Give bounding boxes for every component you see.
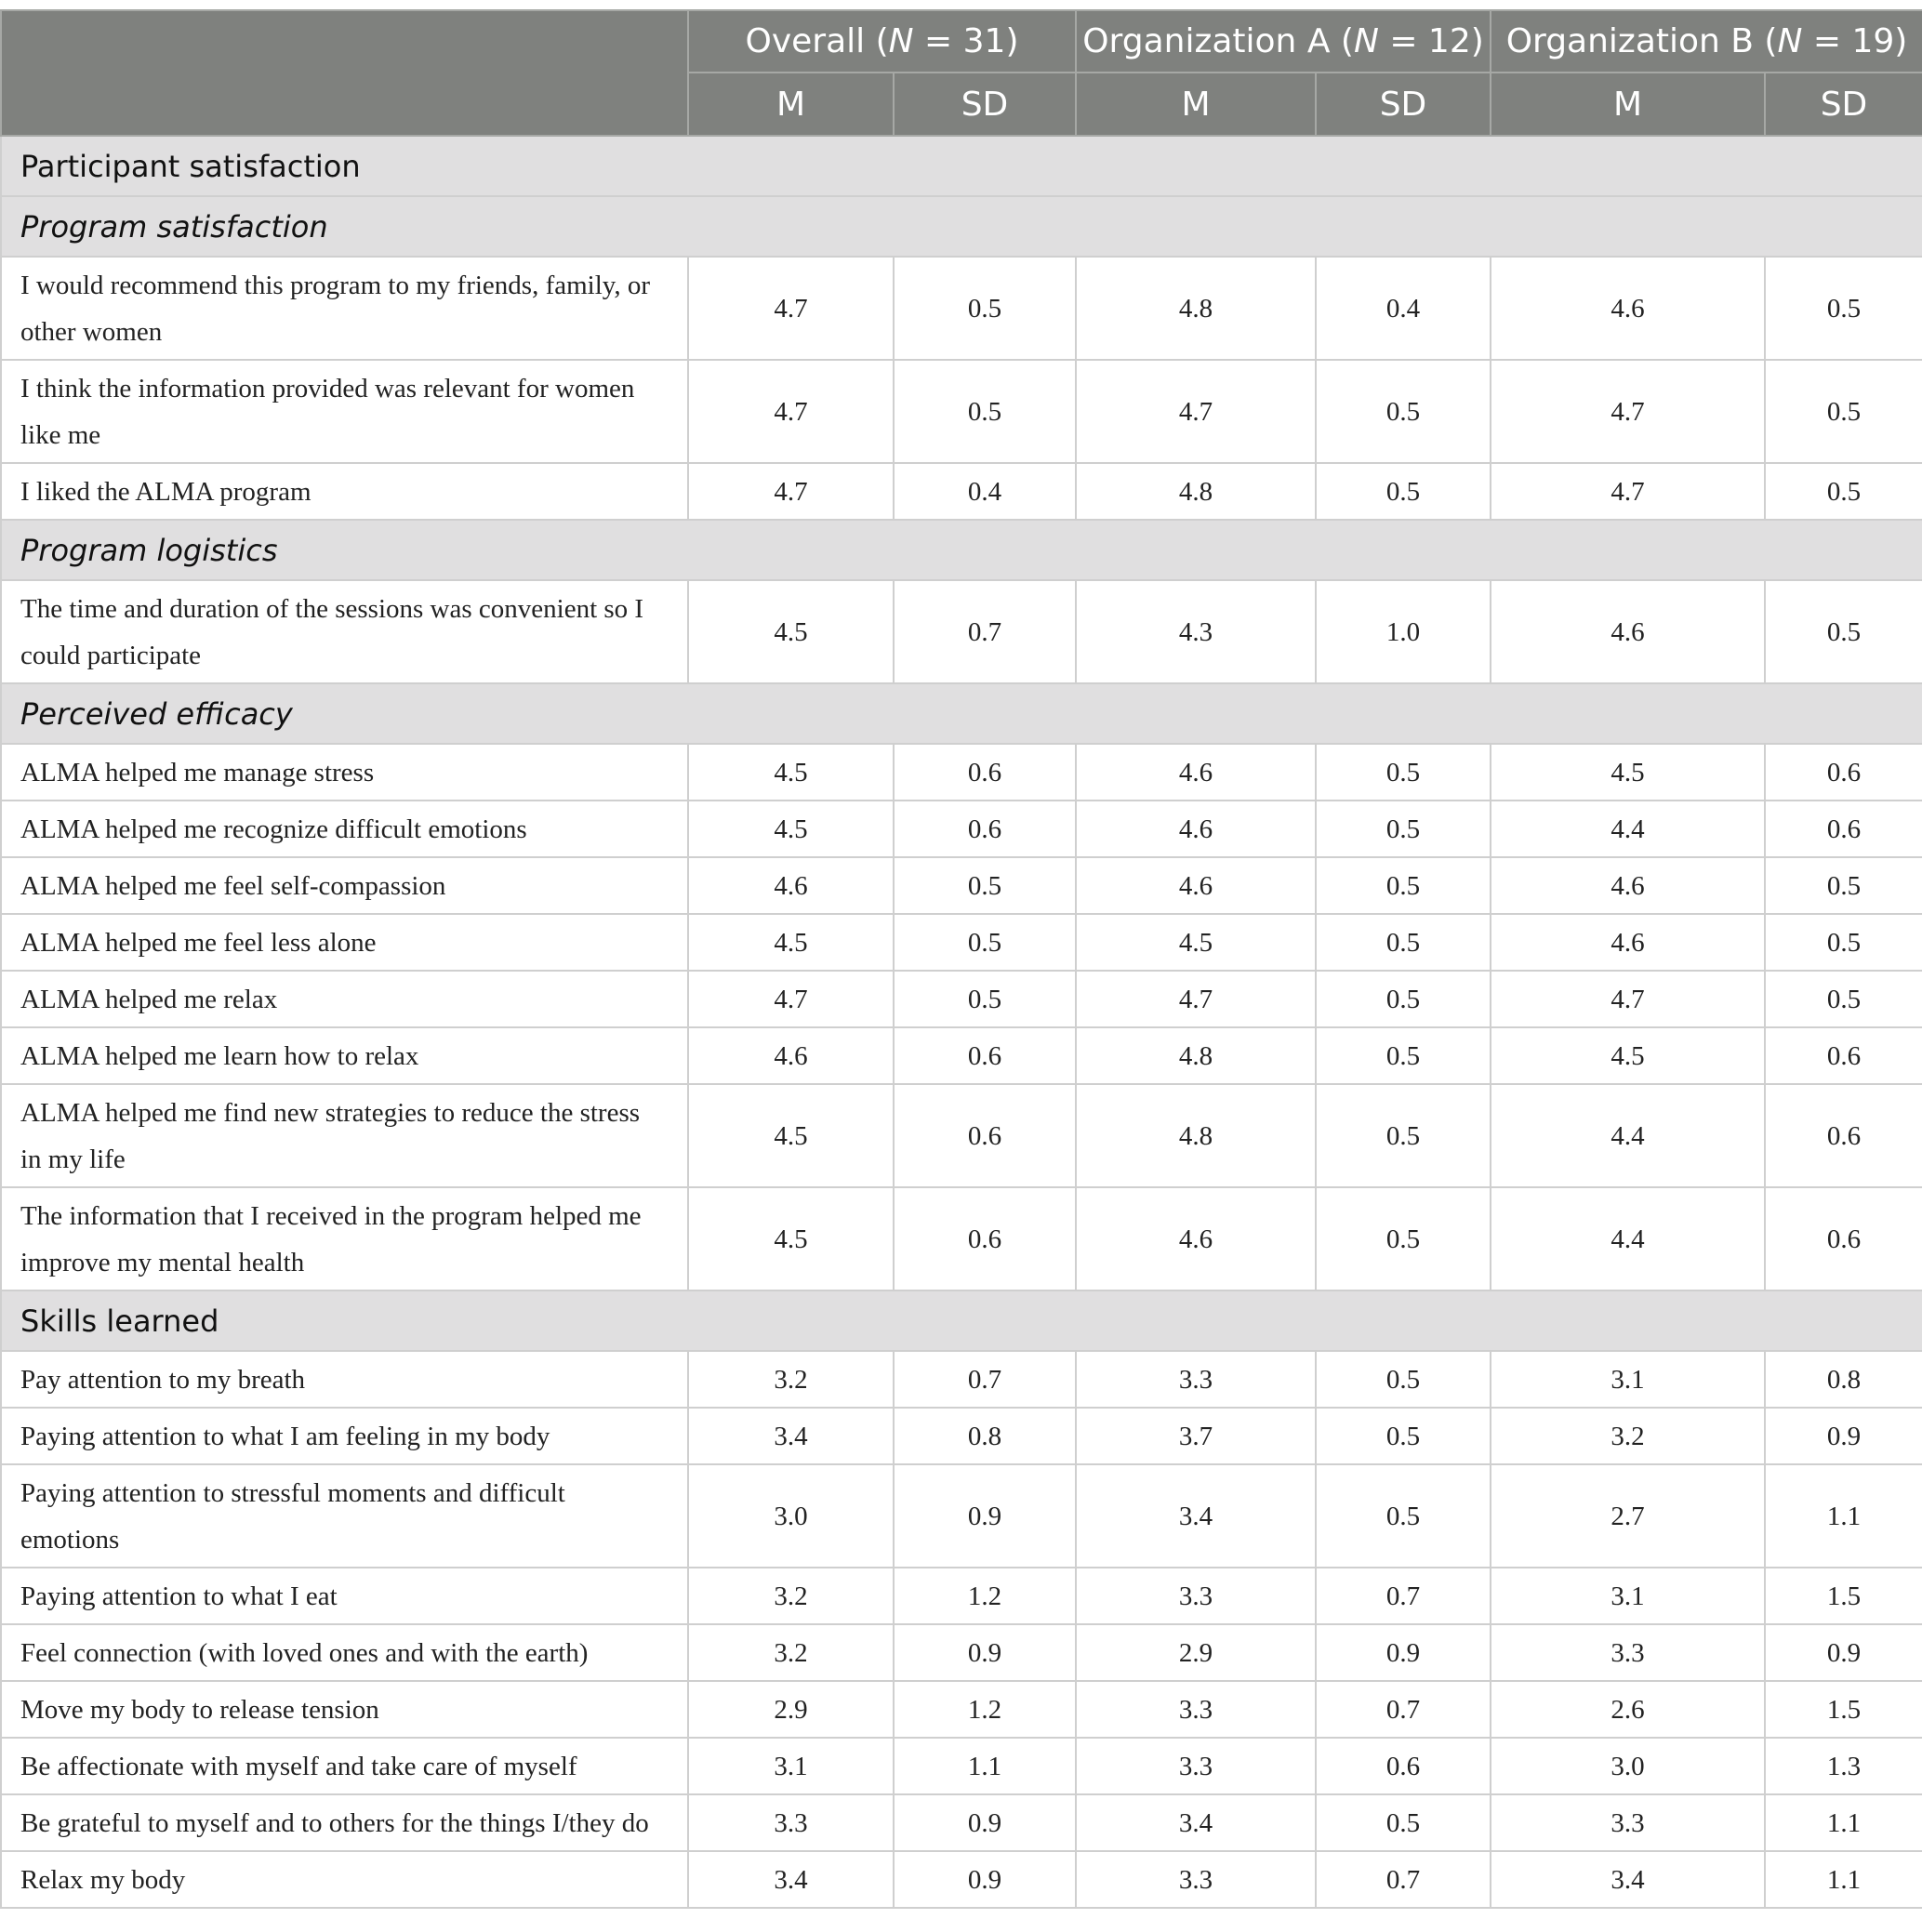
sd-value-cell: 0.5 — [1765, 257, 1922, 360]
mean-value-cell: 3.0 — [688, 1464, 894, 1568]
table-row — [1, 580, 1922, 683]
sd-value-cell: 0.5 — [1316, 463, 1491, 520]
mean-value-cell: 4.5 — [1076, 914, 1316, 971]
sd-value-cell: 0.9 — [894, 1464, 1076, 1568]
table-header — [1, 10, 1922, 136]
mean-value-cell: 4.7 — [1491, 360, 1765, 463]
item-label: Be affectionate with myself and take care of myself — [1, 1738, 688, 1794]
sd-value-cell: 0.8 — [894, 1408, 1076, 1464]
mean-value-cell: 4.5 — [1491, 744, 1765, 801]
item-label: I would recommend this program to my friends, family, or other women — [1, 257, 688, 360]
header-group-organization-b — [1491, 10, 1922, 73]
sd-value-cell: 0.9 — [894, 1851, 1076, 1908]
sd-value-cell: 0.5 — [1316, 360, 1491, 463]
subsection-title: Program logistics — [1, 520, 1922, 580]
section-header-row — [1, 136, 1922, 196]
sd-value-cell: 0.5 — [894, 257, 1076, 360]
mean-value-cell: 4.5 — [688, 1084, 894, 1187]
sd-value-cell: 0.5 — [1316, 1027, 1491, 1084]
table-row — [1, 801, 1922, 857]
sd-value-cell: 1.0 — [1316, 580, 1491, 683]
sd-value-cell: 1.5 — [1765, 1568, 1922, 1624]
table-row — [1, 1794, 1922, 1851]
mean-value-cell: 3.4 — [1491, 1851, 1765, 1908]
sd-value-cell: 0.5 — [1765, 360, 1922, 463]
item-label: ALMA helped me feel less alone — [1, 914, 688, 971]
sd-value-cell: 0.5 — [1316, 971, 1491, 1027]
header-stat-m: M — [1076, 73, 1316, 136]
results-table-container — [0, 9, 1922, 1909]
mean-value-cell: 3.1 — [688, 1738, 894, 1794]
table-row — [1, 463, 1922, 520]
sd-value-cell: 1.1 — [1765, 1464, 1922, 1568]
item-label: I liked the ALMA program — [1, 463, 688, 520]
table-row — [1, 360, 1922, 463]
mean-value-cell: 3.7 — [1076, 1408, 1316, 1464]
mean-value-cell: 3.4 — [688, 1408, 894, 1464]
mean-value-cell: 4.5 — [688, 914, 894, 971]
mean-value-cell: 3.3 — [1076, 1568, 1316, 1624]
mean-value-cell: 4.5 — [688, 1187, 894, 1290]
item-label: Be grateful to myself and to others for the things I/they do — [1, 1794, 688, 1851]
n-symbol: N — [1777, 22, 1803, 60]
table-row — [1, 1027, 1922, 1084]
sd-value-cell: 0.8 — [1765, 1351, 1922, 1408]
sd-value-cell: 0.5 — [1316, 1464, 1491, 1568]
subsection-title: Perceived efficacy — [1, 683, 1922, 744]
sd-value-cell: 0.5 — [1316, 1408, 1491, 1464]
header-blank-cell — [1, 10, 688, 136]
mean-value-cell: 3.3 — [1491, 1794, 1765, 1851]
group-label: Organization A ( — [1082, 22, 1354, 60]
mean-value-cell: 4.6 — [1076, 744, 1316, 801]
mean-value-cell: 4.6 — [688, 1027, 894, 1084]
mean-value-cell: 4.5 — [688, 801, 894, 857]
header-group-overall — [688, 10, 1076, 73]
mean-value-cell: 4.6 — [1491, 257, 1765, 360]
table-body — [1, 136, 1922, 1908]
sd-value-cell: 0.9 — [1316, 1624, 1491, 1681]
sd-value-cell: 0.5 — [1316, 801, 1491, 857]
mean-value-cell: 3.2 — [688, 1568, 894, 1624]
sd-value-cell: 0.6 — [1765, 744, 1922, 801]
sd-value-cell: 0.7 — [1316, 1681, 1491, 1738]
item-label: ALMA helped me recognize difficult emotions — [1, 801, 688, 857]
sd-value-cell: 1.2 — [894, 1681, 1076, 1738]
header-group-row — [1, 10, 1922, 73]
header-group-organization-a — [1076, 10, 1491, 73]
mean-value-cell: 4.8 — [1076, 1027, 1316, 1084]
sd-value-cell: 0.5 — [894, 857, 1076, 914]
subsection-title: Program satisfaction — [1, 196, 1922, 257]
mean-value-cell: 4.7 — [1491, 971, 1765, 1027]
mean-value-cell: 3.2 — [1491, 1408, 1765, 1464]
item-label: Move my body to release tension — [1, 1681, 688, 1738]
mean-value-cell: 4.8 — [1076, 257, 1316, 360]
item-label: ALMA helped me relax — [1, 971, 688, 1027]
mean-value-cell: 3.3 — [1076, 1851, 1316, 1908]
sd-value-cell: 1.1 — [1765, 1851, 1922, 1908]
group-label: Organization B ( — [1505, 22, 1778, 60]
mean-value-cell: 4.7 — [688, 360, 894, 463]
mean-value-cell: 4.5 — [688, 744, 894, 801]
mean-value-cell: 4.7 — [1076, 360, 1316, 463]
mean-value-cell: 4.4 — [1491, 1187, 1765, 1290]
mean-value-cell: 4.7 — [688, 971, 894, 1027]
mean-value-cell: 3.3 — [1491, 1624, 1765, 1681]
sd-value-cell: 0.5 — [1765, 914, 1922, 971]
mean-value-cell: 3.2 — [688, 1624, 894, 1681]
item-label: Relax my body — [1, 1851, 688, 1908]
table-row — [1, 971, 1922, 1027]
mean-value-cell: 4.4 — [1491, 801, 1765, 857]
item-label: Pay attention to my breath — [1, 1351, 688, 1408]
n-symbol: N — [1353, 22, 1379, 60]
table-row — [1, 1408, 1922, 1464]
table-row — [1, 1851, 1922, 1908]
sd-value-cell: 0.5 — [894, 360, 1076, 463]
sd-value-cell: 1.1 — [1765, 1794, 1922, 1851]
mean-value-cell: 2.9 — [688, 1681, 894, 1738]
mean-value-cell: 4.6 — [1076, 801, 1316, 857]
n-value: = 31) — [913, 22, 1019, 60]
mean-value-cell: 3.0 — [1491, 1738, 1765, 1794]
table-row — [1, 1624, 1922, 1681]
mean-value-cell: 4.6 — [1491, 914, 1765, 971]
sd-value-cell: 0.6 — [894, 1027, 1076, 1084]
sd-value-cell: 0.6 — [1765, 801, 1922, 857]
sd-value-cell: 0.6 — [894, 1187, 1076, 1290]
sd-value-cell: 0.5 — [1316, 1794, 1491, 1851]
sd-value-cell: 0.9 — [1765, 1624, 1922, 1681]
section-title: Skills learned — [1, 1290, 1922, 1351]
mean-value-cell: 3.3 — [1076, 1738, 1316, 1794]
item-label: Paying attention to what I am feeling in my body — [1, 1408, 688, 1464]
mean-value-cell: 3.1 — [1491, 1351, 1765, 1408]
sd-value-cell: 0.5 — [1316, 1351, 1491, 1408]
table-row — [1, 744, 1922, 801]
header-stat-sd: SD — [894, 73, 1076, 136]
mean-value-cell: 4.6 — [688, 857, 894, 914]
table-row — [1, 1187, 1922, 1290]
mean-value-cell: 3.1 — [1491, 1568, 1765, 1624]
mean-value-cell: 3.3 — [688, 1794, 894, 1851]
sd-value-cell: 0.5 — [1765, 463, 1922, 520]
section-title: Participant satisfaction — [1, 136, 1922, 196]
sd-value-cell: 0.5 — [1316, 744, 1491, 801]
mean-value-cell: 4.7 — [1491, 463, 1765, 520]
mean-value-cell: 3.4 — [1076, 1464, 1316, 1568]
mean-value-cell: 4.8 — [1076, 463, 1316, 520]
n-value: = 19) — [1802, 22, 1908, 60]
sd-value-cell: 0.6 — [1316, 1738, 1491, 1794]
sd-value-cell: 1.3 — [1765, 1738, 1922, 1794]
sd-value-cell: 0.9 — [894, 1794, 1076, 1851]
table-row — [1, 1681, 1922, 1738]
sd-value-cell: 1.1 — [894, 1738, 1076, 1794]
header-stat-sd: SD — [1316, 73, 1491, 136]
mean-value-cell: 4.7 — [688, 463, 894, 520]
item-label: Paying attention to what I eat — [1, 1568, 688, 1624]
mean-value-cell: 4.3 — [1076, 580, 1316, 683]
sd-value-cell: 0.9 — [1765, 1408, 1922, 1464]
item-label: I think the information provided was relevant for women like me — [1, 360, 688, 463]
table-row — [1, 1738, 1922, 1794]
subsection-header-row — [1, 196, 1922, 257]
mean-value-cell: 3.3 — [1076, 1351, 1316, 1408]
sd-value-cell: 0.7 — [1316, 1568, 1491, 1624]
mean-value-cell: 3.3 — [1076, 1681, 1316, 1738]
sd-value-cell: 0.5 — [1316, 1084, 1491, 1187]
mean-value-cell: 2.9 — [1076, 1624, 1316, 1681]
sd-value-cell: 0.9 — [894, 1624, 1076, 1681]
table-row — [1, 257, 1922, 360]
mean-value-cell: 4.5 — [1491, 1027, 1765, 1084]
sd-value-cell: 0.5 — [1316, 1187, 1491, 1290]
item-label: ALMA helped me learn how to relax — [1, 1027, 688, 1084]
sd-value-cell: 0.6 — [1765, 1084, 1922, 1187]
sd-value-cell: 0.5 — [1765, 580, 1922, 683]
mean-value-cell: 4.6 — [1076, 1187, 1316, 1290]
sd-value-cell: 0.5 — [894, 914, 1076, 971]
sd-value-cell: 0.5 — [1765, 971, 1922, 1027]
sd-value-cell: 0.5 — [1316, 857, 1491, 914]
item-label: ALMA helped me manage stress — [1, 744, 688, 801]
item-label: ALMA helped me feel self-compassion — [1, 857, 688, 914]
sd-value-cell: 0.4 — [1316, 257, 1491, 360]
item-label: ALMA helped me find new strategies to reduce the stress in my life — [1, 1084, 688, 1187]
header-stat-sd: SD — [1765, 73, 1922, 136]
mean-value-cell: 4.6 — [1491, 580, 1765, 683]
item-label: Feel connection (with loved ones and with the earth) — [1, 1624, 688, 1681]
sd-value-cell: 0.6 — [894, 801, 1076, 857]
mean-value-cell: 3.4 — [1076, 1794, 1316, 1851]
table-row — [1, 914, 1922, 971]
section-header-row — [1, 1290, 1922, 1351]
sd-value-cell: 0.5 — [1765, 857, 1922, 914]
sd-value-cell: 0.6 — [894, 744, 1076, 801]
mean-value-cell: 4.5 — [688, 580, 894, 683]
mean-value-cell: 2.6 — [1491, 1681, 1765, 1738]
sd-value-cell: 0.7 — [894, 1351, 1076, 1408]
mean-value-cell: 4.4 — [1491, 1084, 1765, 1187]
sd-value-cell: 0.7 — [1316, 1851, 1491, 1908]
sd-value-cell: 1.5 — [1765, 1681, 1922, 1738]
sd-value-cell: 0.4 — [894, 463, 1076, 520]
table-row — [1, 1351, 1922, 1408]
sd-value-cell: 0.7 — [894, 580, 1076, 683]
header-stat-m: M — [688, 73, 894, 136]
header-stat-m: M — [1491, 73, 1765, 136]
n-symbol: N — [888, 22, 914, 60]
mean-value-cell: 4.7 — [688, 257, 894, 360]
table-row — [1, 1464, 1922, 1568]
mean-value-cell: 4.6 — [1076, 857, 1316, 914]
sd-value-cell: 0.6 — [1765, 1187, 1922, 1290]
sd-value-cell: 1.2 — [894, 1568, 1076, 1624]
table-row — [1, 1084, 1922, 1187]
mean-value-cell: 3.2 — [688, 1351, 894, 1408]
mean-value-cell: 3.4 — [688, 1851, 894, 1908]
table-row — [1, 857, 1922, 914]
subsection-header-row — [1, 683, 1922, 744]
item-label: The time and duration of the sessions was convenient so I could participate — [1, 580, 688, 683]
sd-value-cell: 0.6 — [1765, 1027, 1922, 1084]
sd-value-cell: 0.6 — [894, 1084, 1076, 1187]
n-value: = 12) — [1378, 22, 1484, 60]
mean-value-cell: 4.8 — [1076, 1084, 1316, 1187]
table-row — [1, 1568, 1922, 1624]
sd-value-cell: 0.5 — [894, 971, 1076, 1027]
group-label: Overall ( — [745, 22, 889, 60]
sd-value-cell: 0.5 — [1316, 914, 1491, 971]
results-table — [0, 9, 1922, 1909]
item-label: The information that I received in the program helped me improve my mental health — [1, 1187, 688, 1290]
mean-value-cell: 2.7 — [1491, 1464, 1765, 1568]
mean-value-cell: 4.7 — [1076, 971, 1316, 1027]
mean-value-cell: 4.6 — [1491, 857, 1765, 914]
subsection-header-row — [1, 520, 1922, 580]
item-label: Paying attention to stressful moments and difficult emotions — [1, 1464, 688, 1568]
